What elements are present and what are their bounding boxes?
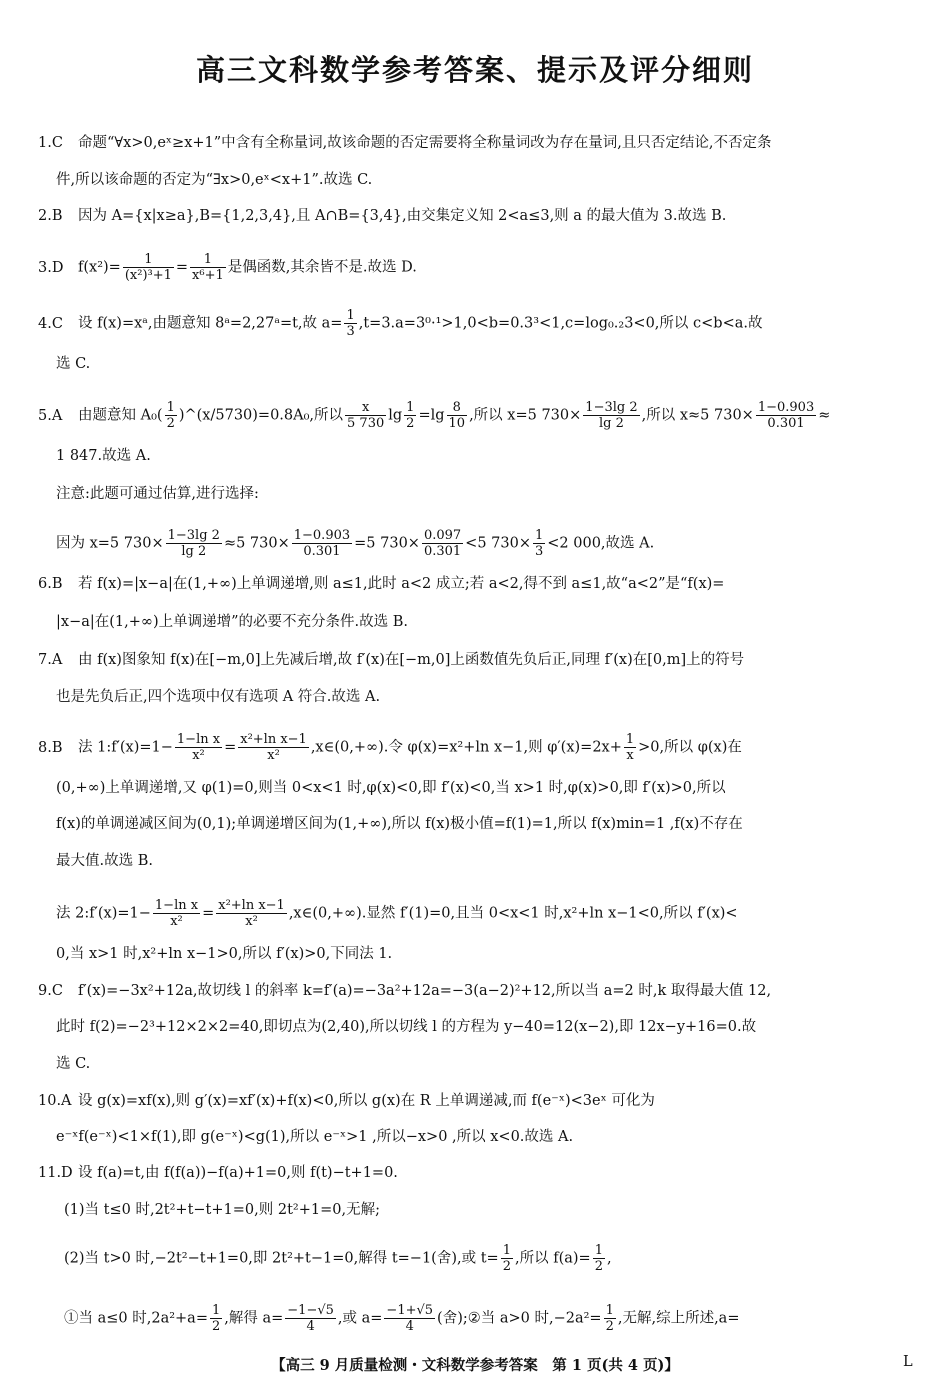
q4-post: ,t=3.a=3⁰·¹>1,0<b=0.3³<1,c=log₀.₂3<0,所以 c<b<a.故 <box>358 315 763 332</box>
q5-number: 5.A <box>38 407 63 424</box>
q5-mid-4: ,所以 x=5 730× <box>469 407 582 424</box>
q5-fraction-2 <box>404 400 416 431</box>
q5-est-fraction-4 <box>533 528 545 559</box>
q5-est-mid-3: <5 730× <box>465 535 531 552</box>
q11-case-2-line <box>64 1243 944 1274</box>
q9-number: 9.C <box>38 983 63 999</box>
q11-d-mid-3: (舍);②当 a>0 时,−2a²= <box>437 1310 602 1327</box>
q5-est-fraction-3-den: 0.301 <box>423 544 462 559</box>
q5-est-fraction-3-num: 0.097 <box>423 528 462 543</box>
q8-number: 8.B <box>38 739 63 756</box>
q7-number: 7.A <box>38 652 63 668</box>
q5-fraction-5-den: 0.301 <box>767 416 805 431</box>
q7-line-2: 也是先负后正,四个选项中仅有选项 A 符合.故选 A. <box>56 689 381 705</box>
q5-fraction-4-den: lg 2 <box>599 416 624 431</box>
q8-line-3: f(x)的单调递减区间为(0,1);单调递增区间为(1,+∞),所以 f(x)极小值=f(1)=1,所以 f(x)min=1 ,f(x)不存在 <box>56 816 743 832</box>
q11-text-1: 设 f(a)=t,由 f(f(a))−f(a)+1=0,则 f(t)−t+1=0. <box>78 1165 398 1181</box>
q5-fraction-1-den: 5 730 <box>347 416 385 431</box>
q5-fraction-2-num: 1 <box>406 400 415 415</box>
q4-fraction <box>344 308 356 339</box>
q11-d-fraction-1-num: 1 <box>211 1303 221 1318</box>
q5-note: 注意:此题可通过估算,进行选择: <box>56 486 259 502</box>
q11-c-mid: ,所以 f(a)= <box>514 1250 591 1267</box>
q11-d-fraction-1 <box>210 1303 222 1334</box>
q11-c-fraction-1-den: 2 <box>502 1259 511 1274</box>
q11-d-fraction-4 <box>604 1303 616 1334</box>
q8-b-fraction-2-den: x² <box>245 914 258 929</box>
q3-number: 3.D <box>38 259 64 276</box>
q5-est-fraction-2 <box>292 528 352 559</box>
q11-c-pre: (2)当 t>0 时,−2t²−t+1=0,即 2t²+t−1=0,解得 t=−1(舍),或 t= <box>64 1250 499 1267</box>
q5-mid-2: lg <box>388 407 403 424</box>
q4-line-2: 选 C. <box>56 356 91 372</box>
q5-fraction-4 <box>583 400 639 431</box>
q5-fraction-3-num: 8 <box>447 400 468 416</box>
q11-d-fraction-3-num: −1+√5 <box>386 1303 434 1318</box>
q5-est-fraction-4-num: 1 <box>534 528 544 543</box>
corner-mark: L <box>903 1354 913 1370</box>
q8-b-fraction-2-num: x²+ln x−1 <box>218 898 285 913</box>
q8-fraction-2-den: x² <box>267 748 280 763</box>
q4-pre: 设 f(x)=xᵃ,由题意知 8ᵃ=2,27ᵃ=t,故 a= <box>78 315 343 332</box>
q8-line-4: 最大值.故选 B. <box>56 853 153 869</box>
page-title: 高三文科数学参考答案、提示及评分细则 <box>195 53 754 87</box>
q11-d-fraction-2-num: −1−√5 <box>287 1303 334 1318</box>
q11-d-pre: ①当 a≤0 时,2a²+a= <box>64 1310 208 1327</box>
q1-text-1: 命题“∀x>0,eˣ≥x+1”中含有全称量词,故该命题的否定需要将全称量词改为存在量词,且只否定结论,不否定条 <box>78 135 772 151</box>
q8-mid-2: ,x∈(0,+∞).令 φ(x)=x²+ln x−1,则 φ′(x)=2x+ <box>310 739 622 756</box>
q8-b-fraction-2 <box>216 898 287 929</box>
q8-pre: 法 1:f′(x)=1− <box>78 739 173 756</box>
q5-est-fraction-3 <box>422 528 463 559</box>
q3-pre: f(x²)= <box>78 259 121 276</box>
q8-mid-1: = <box>224 739 237 756</box>
q5-est-fraction-2-den: 0.301 <box>303 544 341 559</box>
q11-d-mid-1: ,解得 a= <box>224 1310 284 1327</box>
q5-mid-3: =lg <box>418 407 445 424</box>
q8-fraction-3 <box>624 732 636 763</box>
q7-text-1: 由 f(x)图象知 f(x)在[−m,0]上先减后增,故 f′(x)在[−m,0]上函数值先负后正,同理 f′(x)在[0,m]上的符号 <box>78 652 745 668</box>
q10-line-2: e⁻ˣf(e⁻ˣ)<1×f(1),即 g(e⁻ˣ)<g(1),所以 e⁻ˣ>1 ,所以−x>0 ,所以 x<0.故选 A. <box>56 1129 574 1145</box>
q6-number: 6.B <box>38 576 63 592</box>
q11-d-post: ,无解,综上所述,a= <box>617 1310 740 1327</box>
q3-fraction-2-num: 1 <box>190 252 226 268</box>
q11-d-fraction-2 <box>285 1303 336 1334</box>
q2-line-1 <box>38 206 918 226</box>
q11-d-mid-2: ,或 a= <box>337 1310 383 1327</box>
q5-est-post: <2 000,故选 A. <box>547 535 655 552</box>
q5-est-mid-2: =5 730× <box>354 535 420 552</box>
q6-line-2: |x−a|在(1,+∞)上单调递增”的必要不充分条件.故选 B. <box>56 614 409 630</box>
q8-line-2: (0,+∞)上单调递增,又 φ(1)=0,则当 0<x<1 时,φ(x)<0,即 f′(x)<0,当 x>1 时,φ(x)>0,即 f′(x)>0,所以 <box>56 780 726 796</box>
q5-paren-fraction <box>165 400 177 431</box>
q11-c-fraction-1-num: 1 <box>502 1243 511 1258</box>
q8-b-fraction-1-num: 1−ln x <box>154 898 199 913</box>
q2-text-1: 因为 A={x|x≥a},B={1,2,3,4},且 A∩B={3,4},由交集定义知 2<a≤3,则 a 的最大值为 3.故选 B. <box>78 208 727 224</box>
q5-line-2: 1 847.故选 A. <box>56 448 151 464</box>
q11-d-fraction-1-den: 2 <box>211 1319 221 1334</box>
q8-b-post: ,x∈(0,+∞).显然 f′(1)=0,且当 0<x<1 时,x²+ln x−1<0,所以 f′(x)< <box>288 905 738 922</box>
q6-text-1: 若 f(x)=|x−a|在(1,+∞)上单调递增,则 a≤1,此时 a<2 成立;若 a<2,得不到 a≤1,故“a<2”是“f(x)= <box>78 576 725 592</box>
q11-d-fraction-4-num: 1 <box>605 1303 614 1318</box>
q9-line-3: 选 C. <box>56 1056 91 1072</box>
q8-method-2-line <box>56 898 936 929</box>
q3-fraction-2-den: x⁶+1 <box>192 268 224 283</box>
q3-post: 是偶函数,其余皆不是.故选 D. <box>227 259 417 276</box>
q8-fraction-1 <box>175 732 222 763</box>
q1-number: 1.C <box>38 135 63 151</box>
q8-fraction-2 <box>238 732 309 763</box>
q8-fraction-1-num: 1−ln x <box>176 732 221 747</box>
q8-fraction-3-den: x <box>626 748 634 763</box>
q9-text-1: f′(x)=−3x²+12a,故切线 l 的斜率 k=f′(a)=−3a²+12a=−3(a−2)²+12,所以当 a=2 时,k 取得最大值 12, <box>78 983 772 999</box>
q8-b-mid: = <box>202 905 215 922</box>
q11-number: 11.D <box>38 1165 73 1181</box>
q8-fraction-1-den: x² <box>192 748 205 763</box>
q5-estimate-line <box>56 528 936 559</box>
q8-post: >0,所以 φ(x)在 <box>638 739 742 756</box>
q11-d-fraction-3 <box>384 1303 435 1334</box>
q5-mid-1: )^(x/5730)=0.8A₀,所以 <box>178 407 344 424</box>
q3-line-1 <box>38 252 918 283</box>
q4-fraction-den: 3 <box>346 324 355 339</box>
q5-paren-fraction-den: 2 <box>166 416 175 431</box>
q5-est-fraction-1 <box>166 528 222 559</box>
q8-line-1 <box>38 732 918 763</box>
q7-line-1 <box>38 650 918 670</box>
q11-line-1 <box>38 1163 918 1183</box>
q11-subcase-line <box>64 1303 944 1334</box>
q5-est-pre: 因为 x=5 730× <box>56 535 164 552</box>
q5-est-fraction-2-num: 1−0.903 <box>293 528 351 543</box>
q4-line-1 <box>38 308 918 339</box>
q11-c-fraction-1 <box>501 1243 513 1274</box>
q11-c-fraction-2-num: 1 <box>594 1243 603 1258</box>
q1-line-2: 件,所以该命题的否定为“∃x>0,eˣ<x+1”.故选 C. <box>56 172 373 188</box>
q11-d-fraction-4-den: 2 <box>605 1319 614 1334</box>
q8-fraction-2-num: x²+ln x−1 <box>240 732 307 747</box>
q5-fraction-5-num: 1−0.903 <box>757 400 815 415</box>
page-footer: 【高三 9 月质量检测・文科数学参考答案 第 1 页(共 4 页)】 <box>271 1357 679 1374</box>
q5-pre: 由题意知 A₀( <box>78 407 163 424</box>
q5-mid-5: ,所以 x≈5 730× <box>641 407 754 424</box>
q5-fraction-5 <box>756 400 816 431</box>
q5-est-fraction-1-num: 1−3lg 2 <box>167 528 220 543</box>
q3-fraction-1-num: 1 <box>123 252 174 268</box>
q5-fraction-1 <box>345 400 386 431</box>
q5-fraction-3-den: 10 <box>448 416 466 431</box>
q8-b-fraction-1 <box>153 898 200 929</box>
q4-fraction-num: 1 <box>346 308 355 323</box>
q5-est-mid-1: ≈5 730× <box>223 535 290 552</box>
q8-fraction-3-num: 1 <box>625 732 635 747</box>
q3-eq: = <box>175 259 189 276</box>
q8-line-6: 0,当 x>1 时,x²+ln x−1>0,所以 f′(x)>0,下同法 1. <box>56 946 393 962</box>
q5-est-fraction-1-den: lg 2 <box>181 544 207 559</box>
q11-c-fraction-2-den: 2 <box>594 1259 603 1274</box>
q5-paren-fraction-num: 1 <box>166 400 175 415</box>
q11-line-2: (1)当 t≤0 时,2t²+t−t+1=0,则 2t²+1=0,无解; <box>64 1202 380 1218</box>
q5-post: ≈ <box>818 407 831 424</box>
q4-number: 4.C <box>38 315 63 332</box>
q5-fraction-1-num: x <box>345 400 386 416</box>
q9-line-2: 此时 f(2)=−2³+12×2×2=40,即切点为(2,40),所以切线 l 的方程为 y−40=12(x−2),即 12x−y+16=0.故 <box>56 1019 757 1035</box>
q11-d-fraction-2-den: 4 <box>306 1319 315 1334</box>
q6-line-1 <box>38 574 918 594</box>
q8-b-fraction-1-den: x² <box>170 914 183 929</box>
q3-fraction-2 <box>190 252 226 283</box>
q10-number: 10.A <box>38 1093 72 1109</box>
q10-text-1: 设 g(x)=xf(x),则 g′(x)=xf′(x)+f(x)<0,所以 g(x)在 R 上单调递减,而 f(e⁻ˣ)<3eˣ 可化为 <box>78 1093 655 1109</box>
q5-line-1 <box>38 400 918 431</box>
q1-line-1 <box>38 133 918 153</box>
q3-fraction-1 <box>123 252 174 283</box>
q5-fraction-4-num: 1−3lg 2 <box>585 400 638 415</box>
q3-fraction-1-den: (x²)³+1 <box>124 268 172 283</box>
q10-line-1 <box>38 1091 918 1111</box>
q2-number: 2.B <box>38 208 63 224</box>
q11-c-fraction-2 <box>593 1243 605 1274</box>
q9-line-1 <box>38 981 918 1001</box>
q8-b-pre: 法 2:f′(x)=1− <box>56 905 151 922</box>
q5-fraction-3 <box>447 400 468 431</box>
q5-est-fraction-4-den: 3 <box>534 544 544 559</box>
q11-d-fraction-3-den: 4 <box>405 1319 414 1334</box>
q5-fraction-2-den: 2 <box>406 416 415 431</box>
q11-c-post: , <box>606 1250 612 1267</box>
